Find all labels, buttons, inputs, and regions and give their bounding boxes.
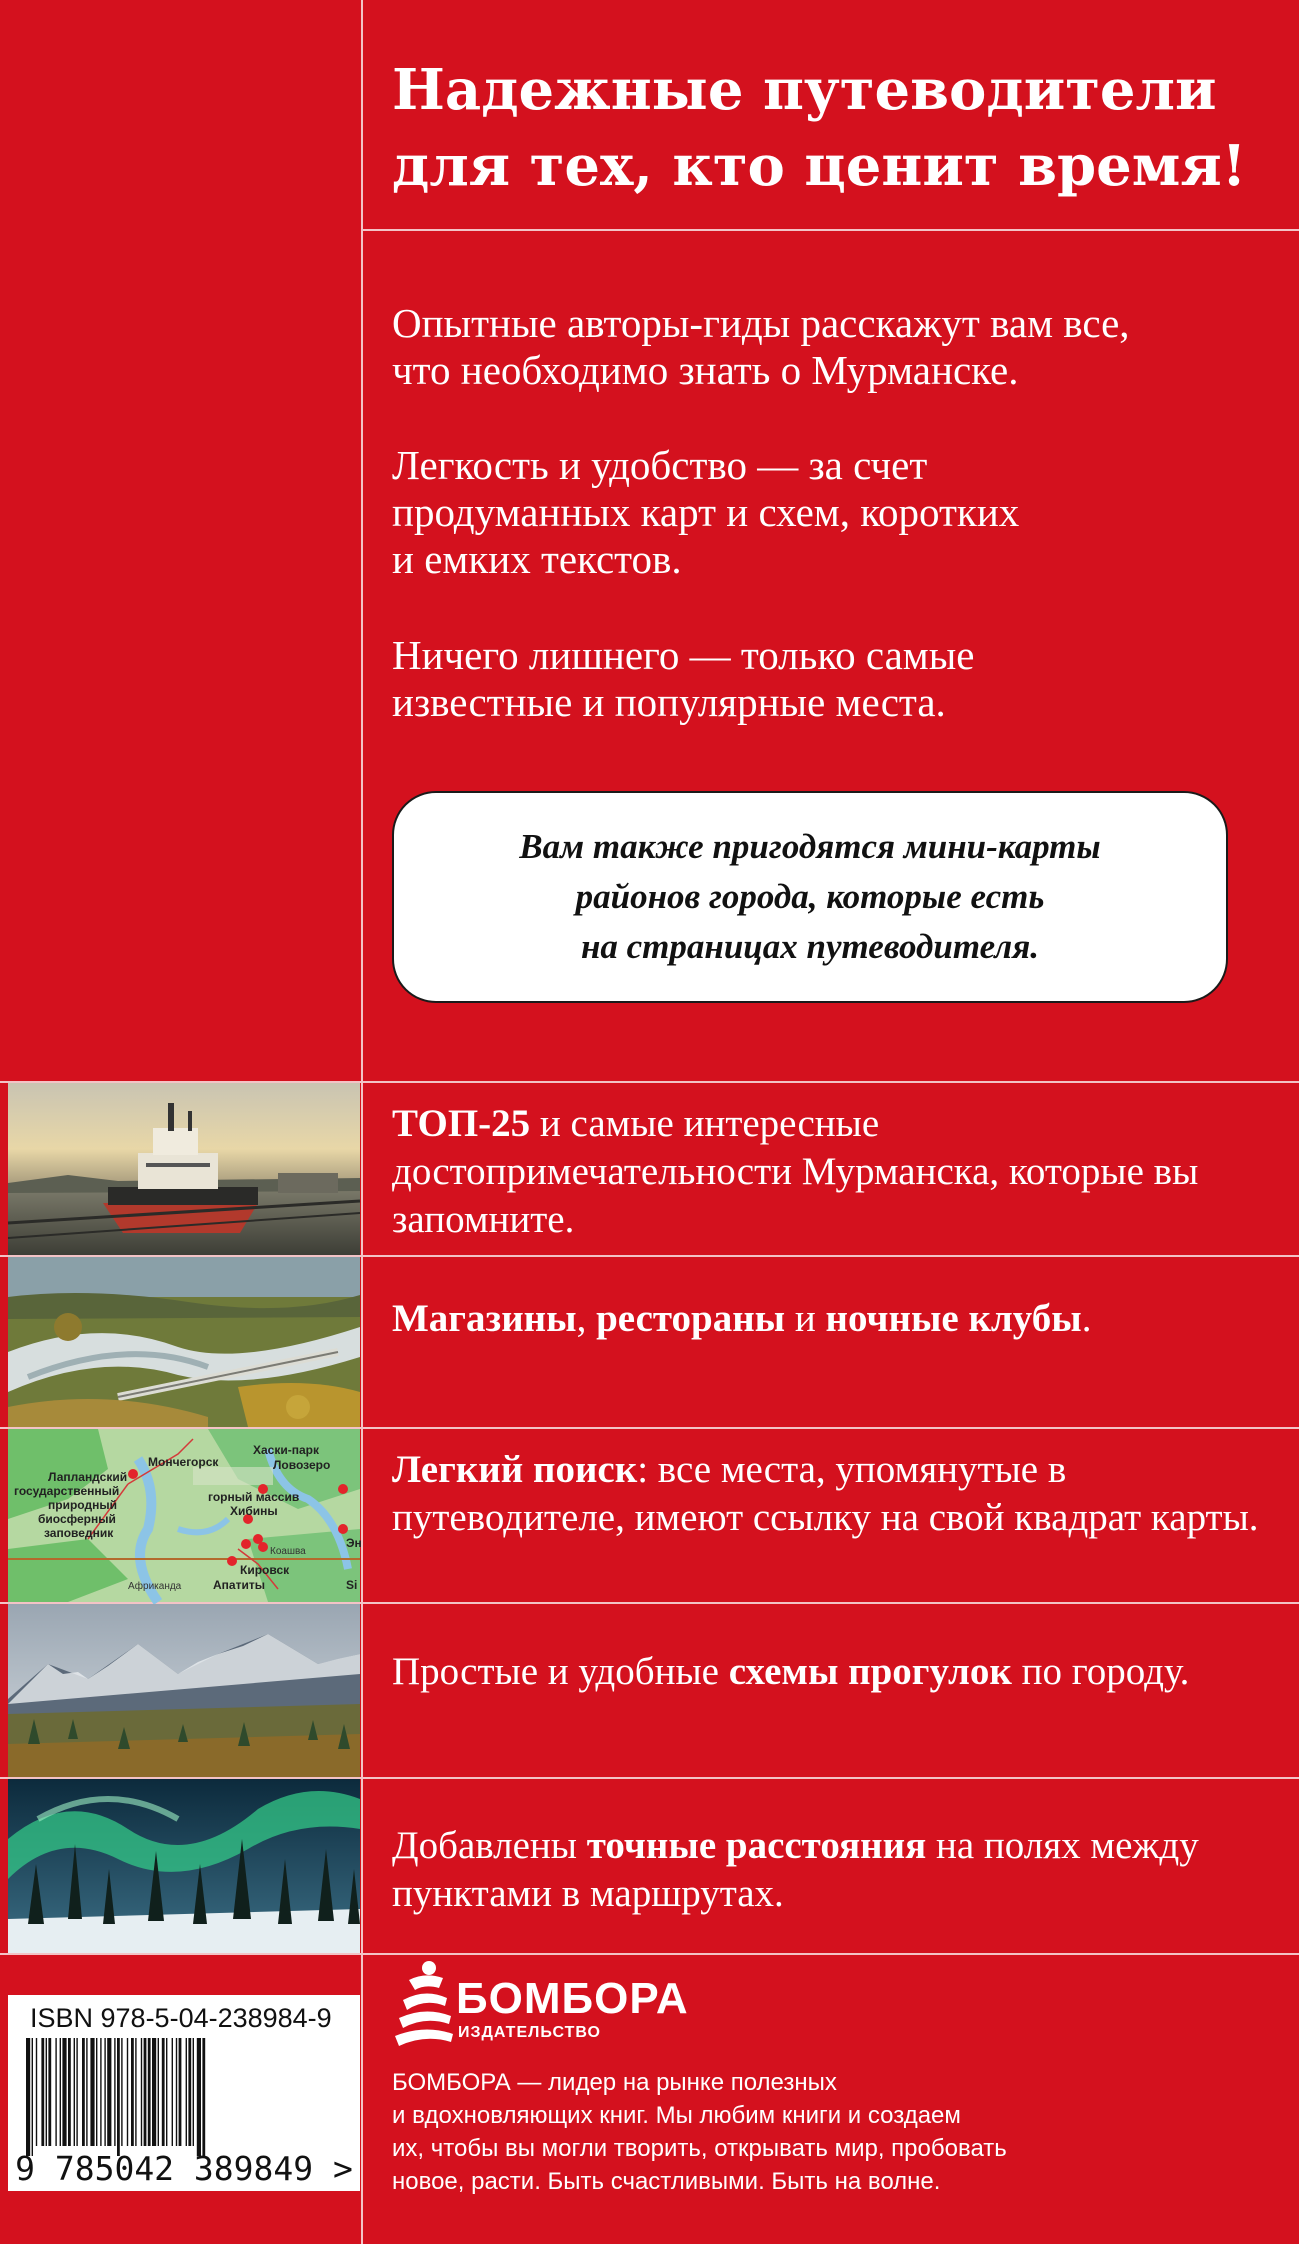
barcode-bar: [90, 2038, 94, 2146]
barcode-bar: [127, 2038, 128, 2146]
feature-shops-end: .: [1081, 1297, 1092, 1340]
khibiny-mountains-photo: [8, 1604, 360, 1777]
blurb-line-4: новое, расти. Быть счастливыми. Быть на волне.: [392, 2168, 941, 2195]
barcode-bar: [114, 2038, 115, 2146]
note-line-3: на страницах путеводителя.: [580, 927, 1040, 966]
feature-shops-sep-2: и: [785, 1297, 826, 1340]
barcode-digits: 9 785042 389849 >: [15, 2149, 353, 2188]
map-label-koashva: Коашва: [270, 1546, 306, 1557]
blurb-line-2: и вдохновляющих книг. Мы любим книги и создаем: [392, 2102, 961, 2129]
barcode-bar: [197, 2038, 201, 2156]
publisher-subtitle: ИЗДАТЕЛЬСТВО: [458, 2024, 601, 2041]
barcode-bar: [121, 2038, 122, 2146]
feature-walks-bold: схемы прогулок: [728, 1650, 1012, 1693]
feature-walks: [392, 1648, 1272, 1696]
barcode-bar: [107, 2038, 111, 2146]
barcode-bar: [26, 2038, 30, 2156]
barcode-bar: [41, 2038, 44, 2146]
isbn-label: ISBN 978-5-04-238984-9: [30, 2003, 332, 2033]
barcode-bar: [202, 2038, 205, 2156]
feature-walks-pre: Простые и удобные: [392, 1650, 729, 1693]
map-label-apatity: Апатиты: [213, 1578, 265, 1592]
feature-distances-post: на полях между пунктами в маршрутах.: [392, 1824, 1199, 1915]
note-line-1: Вам также пригодятся мини-карты: [519, 827, 1101, 866]
barcode-bar: [162, 2038, 165, 2146]
feature-restaurants-bold: рестораны: [596, 1297, 786, 1340]
barcode-bar: [166, 2038, 167, 2146]
map-label-monchegorsk: Мончегорск: [148, 1455, 219, 1469]
feature-distances-pre: Добавлены: [392, 1824, 587, 1867]
barcode-bar: [148, 2038, 151, 2146]
intro-p3-line-2: известные и популярные места.: [392, 679, 946, 725]
region-map-thumbnail: [8, 1429, 360, 1602]
intro-p2-line-3: и емких текстов.: [392, 536, 682, 582]
barcode-bar: [193, 2038, 194, 2146]
map-label-reserve-1: Лапландский: [48, 1470, 128, 1484]
publisher-name: БОМБОРА: [456, 1974, 689, 2023]
map-label-reserve-2: государственный: [14, 1484, 120, 1498]
map-label-mountain-massif: горный массив: [208, 1490, 300, 1504]
mini-maps-note: [392, 791, 1228, 1003]
feature-shops: [392, 1295, 1272, 1343]
barcode-bar: [135, 2038, 136, 2146]
intro-p2-line-2: продуманных карт и схем, коротких: [392, 489, 1020, 535]
map-label-husky-park: Хаски-парк: [253, 1443, 319, 1457]
barcode-bar: [68, 2038, 71, 2146]
barcode-bar: [144, 2038, 147, 2146]
feature-top25-text: и самые интересные достопримечательности Мурманска, которые вы запомните.: [392, 1102, 1199, 1241]
barcode-bar: [131, 2038, 134, 2146]
map-label-khibiny: Хибины: [230, 1504, 278, 1518]
blurb-line-3: их, чтобы вы могли творить, открывать мир, пробовать: [392, 2135, 1007, 2162]
feature-walks-post: по городу.: [1011, 1650, 1190, 1693]
feature-top25-bold: ТОП-25: [392, 1102, 531, 1145]
header-divider: [363, 229, 1299, 231]
intro-p2-line-1: Легкость и удобство — за счет: [392, 442, 928, 488]
intro-paragraph-2: [392, 442, 1272, 583]
icebreaker-photo: [8, 1083, 360, 1255]
barcode-bar: [36, 2038, 37, 2146]
note-line-2: районов города, которые есть: [575, 877, 1045, 916]
barcode-bar: [176, 2038, 177, 2146]
feature-search-bold: Легкий поиск: [392, 1448, 638, 1491]
map-label-edge-2: Si: [346, 1578, 358, 1592]
intro-p3-line-1: Ничего лишнего — только самые: [392, 632, 975, 678]
barcode-bar: [172, 2038, 173, 2146]
intro-p1-line-2: что необходимо знать о Мурманске.: [392, 347, 1019, 393]
intro-paragraph-1: [392, 300, 1272, 394]
barcode-bar: [48, 2038, 51, 2146]
barcode-bar: [96, 2038, 97, 2146]
barcode-bar: [186, 2038, 187, 2146]
barcode-bar: [82, 2038, 85, 2146]
barcode-bar: [46, 2038, 47, 2146]
feature-divider-5: [0, 1953, 1299, 1955]
blurb-line-1: БОМБОРА — лидер на рынке полезных: [392, 2069, 837, 2096]
vertical-divider: [361, 0, 363, 1081]
barcode-bar: [76, 2038, 77, 2146]
river-bridge-photo: [8, 1257, 360, 1427]
barcode-bar: [74, 2038, 75, 2146]
map-label-afrikanda: Африканда: [128, 1581, 182, 1592]
barcode-bar: [60, 2038, 61, 2146]
publisher-blurb: [392, 2066, 1272, 2198]
barcode-bar: [158, 2038, 159, 2146]
feature-distances-bold: точные расстояния: [586, 1824, 927, 1867]
barcode: [26, 2038, 346, 2156]
barcode-bar: [117, 2038, 120, 2156]
barcode-bar: [104, 2038, 105, 2146]
aurora-photo: [8, 1779, 360, 1953]
headline: [392, 52, 1272, 204]
map-label-lovozero: Ловозеро: [273, 1458, 331, 1472]
headline-line-2: для тех, кто ценит время!: [392, 133, 1247, 199]
feature-clubs-bold: ночные клубы: [825, 1297, 1082, 1340]
map-label-reserve-4: биосферный: [38, 1512, 116, 1526]
feature-search: [392, 1446, 1272, 1542]
map-label-reserve-3: природный: [48, 1498, 117, 1512]
map-label-kirovsk: Кировск: [240, 1563, 290, 1577]
barcode-bar: [32, 2038, 33, 2156]
feature-top25: [392, 1100, 1272, 1244]
barcode-bar: [141, 2038, 142, 2146]
barcode-bar: [179, 2038, 182, 2146]
barcode-bar: [86, 2038, 87, 2146]
barcode-bar: [62, 2038, 66, 2146]
barcode-bar: [100, 2038, 101, 2146]
feature-search-text: : все места, упомянутые в путеводителе, имеют ссылку на свой квадрат карты.: [392, 1448, 1259, 1539]
intro-p1-line-1: Опытные авторы-гиды расскажут вам все,: [392, 300, 1130, 346]
map-label-reserve-5: заповедник: [44, 1526, 114, 1540]
map-label-edge-1: Эн: [346, 1536, 362, 1550]
barcode-bar: [152, 2038, 156, 2146]
barcode-bar: [188, 2038, 191, 2146]
feature-distances: [392, 1822, 1272, 1918]
intro-paragraph-3: [392, 632, 1272, 726]
barcode-bar: [55, 2038, 56, 2146]
headline-line-1: Надежные путеводители: [392, 57, 1217, 123]
feature-shops-bold: Магазины: [392, 1297, 577, 1340]
feature-shops-sep-1: ,: [576, 1297, 597, 1340]
